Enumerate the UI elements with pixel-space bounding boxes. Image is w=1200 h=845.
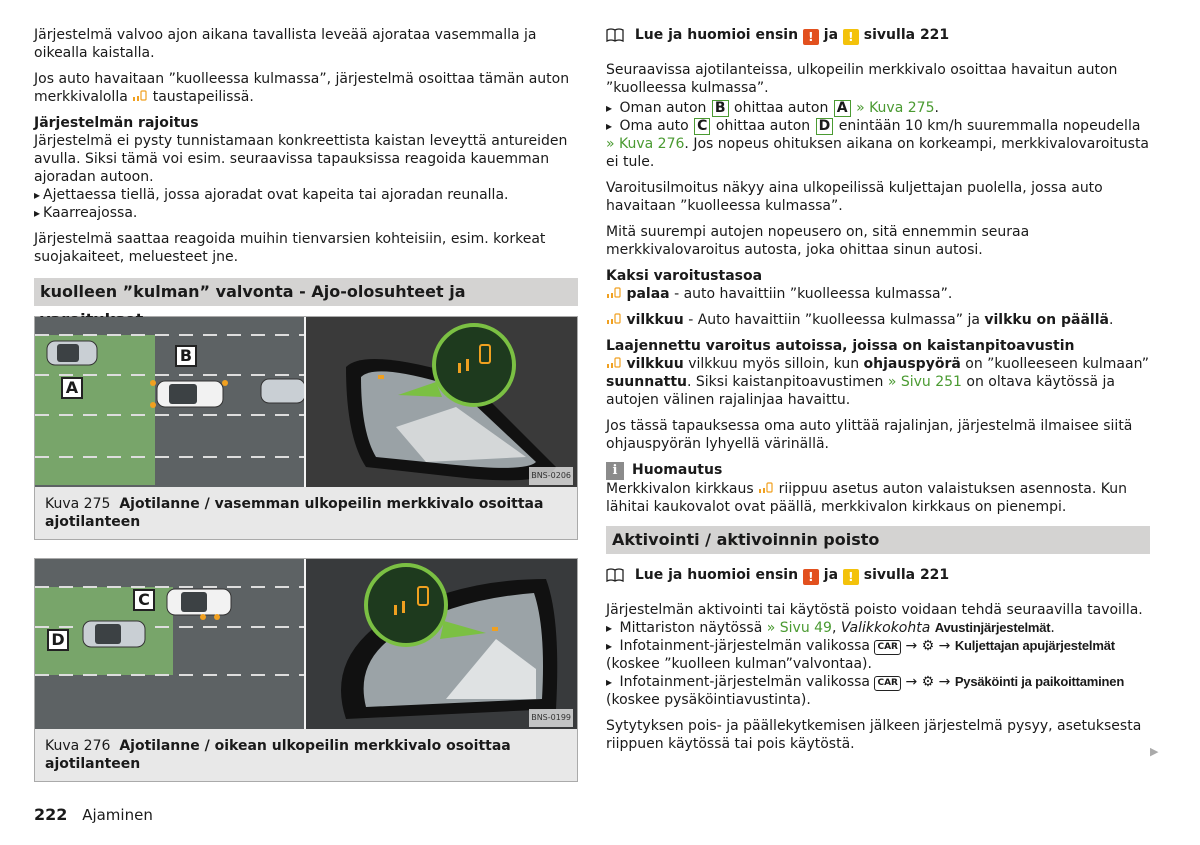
- road-top-view: [35, 317, 304, 487]
- arrow-icon: →: [938, 638, 951, 654]
- blind-spot-indicator-icon: [758, 482, 774, 494]
- warning-yellow-icon: !: [843, 569, 859, 585]
- figure-275: [34, 316, 578, 540]
- paragraph: Seuraavissa ajotilanteissa, ulkopeilin merkkivalo osoittaa havaitun auton ”kuolleessa kulmassa”.: [606, 62, 1118, 96]
- levels-title: Kaksi varoitustasoa: [606, 268, 763, 284]
- car-menu-key: CAR: [874, 676, 901, 691]
- arrow-icon: →: [905, 638, 918, 654]
- figure-code: BNS-0199: [529, 709, 573, 727]
- arrow-icon: →: [905, 674, 918, 690]
- page-link[interactable]: » Sivu 251: [887, 374, 962, 390]
- label-b: B: [175, 345, 197, 367]
- blind-spot-indicator-icon: [606, 313, 622, 325]
- chapter-name: Ajaminen: [82, 806, 153, 824]
- paragraph: Järjestelmä saattaa reagoida muihin tienvarsien kohteisiin, esim. korkeat suojakaiteet, meluesteet jne.: [34, 231, 546, 265]
- warning-red-icon: !: [803, 29, 819, 45]
- paragraph: Mitä suurempi autojen nopeusero on, sitä ennemmin seuraa merkkivalovaroitus autosta, joka ohittaa sinun autosi.: [606, 224, 1030, 258]
- right-column: [606, 26, 1150, 761]
- note-title: i Huomautus: [606, 461, 1150, 480]
- mirror-illustration: [306, 559, 577, 729]
- limits-title: Järjestelmän rajoitus: [34, 115, 199, 131]
- page-footer: [34, 806, 153, 824]
- limits-text: Järjestelmä ei pysty tunnistamaan konkreettista kaistan leveyttä antureiden avulla. Siksi tämä voi esim. seuraavissa tapauksissa reagoida kauemman ajoradan autoon.: [34, 133, 568, 185]
- book-icon: [606, 568, 624, 582]
- situation-bullet: ▸ Oma auto C ohittaa auton D enintään 10 km/h suuremmalla nopeudella » Kuva 276. Jos nopeus ohituksen aikana on korkeampi, merkkivalovaroitusta ei tule.: [606, 117, 1150, 171]
- page-link[interactable]: » Sivu 49: [766, 620, 832, 636]
- limits-bullet: ▸ Ajettaessa tiellä, jossa ajoradat ovat kapeita tai ajoradan reunalla.: [34, 186, 578, 204]
- blind-spot-indicator-icon: [132, 90, 148, 102]
- section-heading: Aktivointi / aktivoinnin poisto: [606, 526, 1150, 554]
- side-mirror-view: [306, 317, 577, 487]
- key-box: D: [816, 118, 834, 135]
- situation-bullet: ▸ Oman auton B ohittaa auton A » Kuva 275.: [606, 99, 1150, 117]
- figure-link[interactable]: » Kuva 275: [856, 100, 935, 116]
- paragraph: Jos auto havaitaan ”kuolleessa kulmassa”, järjestelmä osoittaa tämän auton merkkivalolla taustapeilissä.: [34, 71, 570, 105]
- key-box: C: [694, 118, 710, 135]
- top-view-illustration: [35, 317, 304, 487]
- mirror-illustration: [306, 317, 577, 487]
- warning-reference: Lue ja huomioi ensin ! ja ! sivulla 221: [606, 26, 1150, 45]
- label-c: C: [133, 589, 155, 611]
- warning-yellow-icon: !: [843, 29, 859, 45]
- settings-icon: ⚙: [921, 674, 935, 690]
- paragraph: Sytytyksen pois- ja päällekytkemisen jälkeen järjestelmä pysyy, asetuksesta riippuen käytössä tai pois käytöstä.: [606, 718, 1142, 752]
- section-heading: kuolleen ”kulman” valvonta - Ajo-olosuhteet ja: [34, 278, 578, 306]
- figure-caption: Kuva 275 Ajotilanne / vasemman ulkopeilin merkkivalo osoittaa ajotilanteen: [35, 487, 577, 539]
- extended-text: vilkkuu vilkkuu myös silloin, kun ohjauspyörä on ”kuolleeseen kulmaan” suunnattu. Siksi kaistanpitoavustimen » Sivu 251 on oltava käytössä ja autojen välinen rajalinjaa havaittu.: [606, 356, 1149, 408]
- car-menu-key: CAR: [874, 640, 901, 655]
- page-number: 222: [34, 805, 68, 824]
- note-text: Merkkivalon kirkkaus riippuu asetus auton valaistuksen asennosta. Kun lähitai kaukovalot ovat päällä, merkkivalon kirkkaus on pienempi.: [606, 481, 1128, 515]
- blind-spot-indicator-icon: [606, 287, 622, 299]
- level-item: palaa - auto havaittiin ”kuolleessa kulmassa”.: [606, 285, 1150, 303]
- method-bullet: ▸ Infotainment-järjestelmän valikossa CAR → ⚙ → Pysäköinti ja paikoittaminen (koskee pysäköintiavustinta).: [606, 673, 1150, 709]
- warning-red-icon: !: [803, 569, 819, 585]
- level-item: vilkkuu - Auto havaittiin ”kuolleessa kulmassa” ja vilkku on päällä.: [606, 311, 1150, 329]
- paragraph: Varoitusilmoitus näkyy aina ulkopeilissä kuljettajan puolella, jossa auto havaitaan ”kuolleessa kulmassa”.: [606, 180, 1103, 214]
- paragraph: Järjestelmän aktivointi tai käytöstä poisto voidaan tehdä seuraavilla tavoilla.: [606, 602, 1143, 618]
- extended-title: Laajennettu varoitus autoissa, joissa on kaistanpitoavustin: [606, 338, 1075, 354]
- top-view-illustration: [35, 559, 304, 729]
- side-mirror-view: [306, 559, 577, 729]
- warning-reference: Lue ja huomioi ensin ! ja ! sivulla 221: [606, 566, 1150, 585]
- figure-code: BNS-0206: [529, 467, 573, 485]
- limits-bullet: ▸ Kaarreajossa.: [34, 204, 578, 222]
- continue-arrow-icon: ▶: [1150, 745, 1159, 758]
- road-top-view: [35, 559, 304, 729]
- book-icon: [606, 28, 624, 42]
- key-box: B: [712, 100, 729, 117]
- method-bullet: ▸ Mittariston näytössä » Sivu 49, Valikkokohta Avustinjärjestelmät.: [606, 619, 1150, 637]
- left-column: [34, 26, 578, 782]
- figure-images: [35, 559, 577, 729]
- method-bullet: ▸ Infotainment-järjestelmän valikossa CAR → ⚙ → Kuljettajan apujärjestelmät (koskee ”kuolleen kulman”valvontaa).: [606, 637, 1150, 673]
- paragraph: Jos tässä tapauksessa oma auto ylittää rajalinjan, järjestelmä ilmaisee siitä ohjauspyörän lyhyellä värinällä.: [606, 418, 1133, 452]
- info-icon: i: [606, 462, 624, 480]
- arrow-icon: →: [938, 674, 951, 690]
- settings-icon: ⚙: [921, 638, 935, 654]
- figure-caption: Kuva 276 Ajotilanne / oikean ulkopeilin merkkivalo osoittaa ajotilanteen: [35, 729, 577, 781]
- paragraph: Järjestelmä valvoo ajon aikana tavallista leveää ajorataa vasemmalla ja oikealla kaistalla.: [34, 27, 537, 61]
- label-a: A: [61, 377, 83, 399]
- figure-images: [35, 317, 577, 487]
- label-d: D: [47, 629, 69, 651]
- blind-spot-indicator-icon: [606, 357, 622, 369]
- key-box: A: [834, 100, 851, 117]
- figure-link[interactable]: » Kuva 276: [606, 136, 685, 152]
- figure-276: [34, 558, 578, 782]
